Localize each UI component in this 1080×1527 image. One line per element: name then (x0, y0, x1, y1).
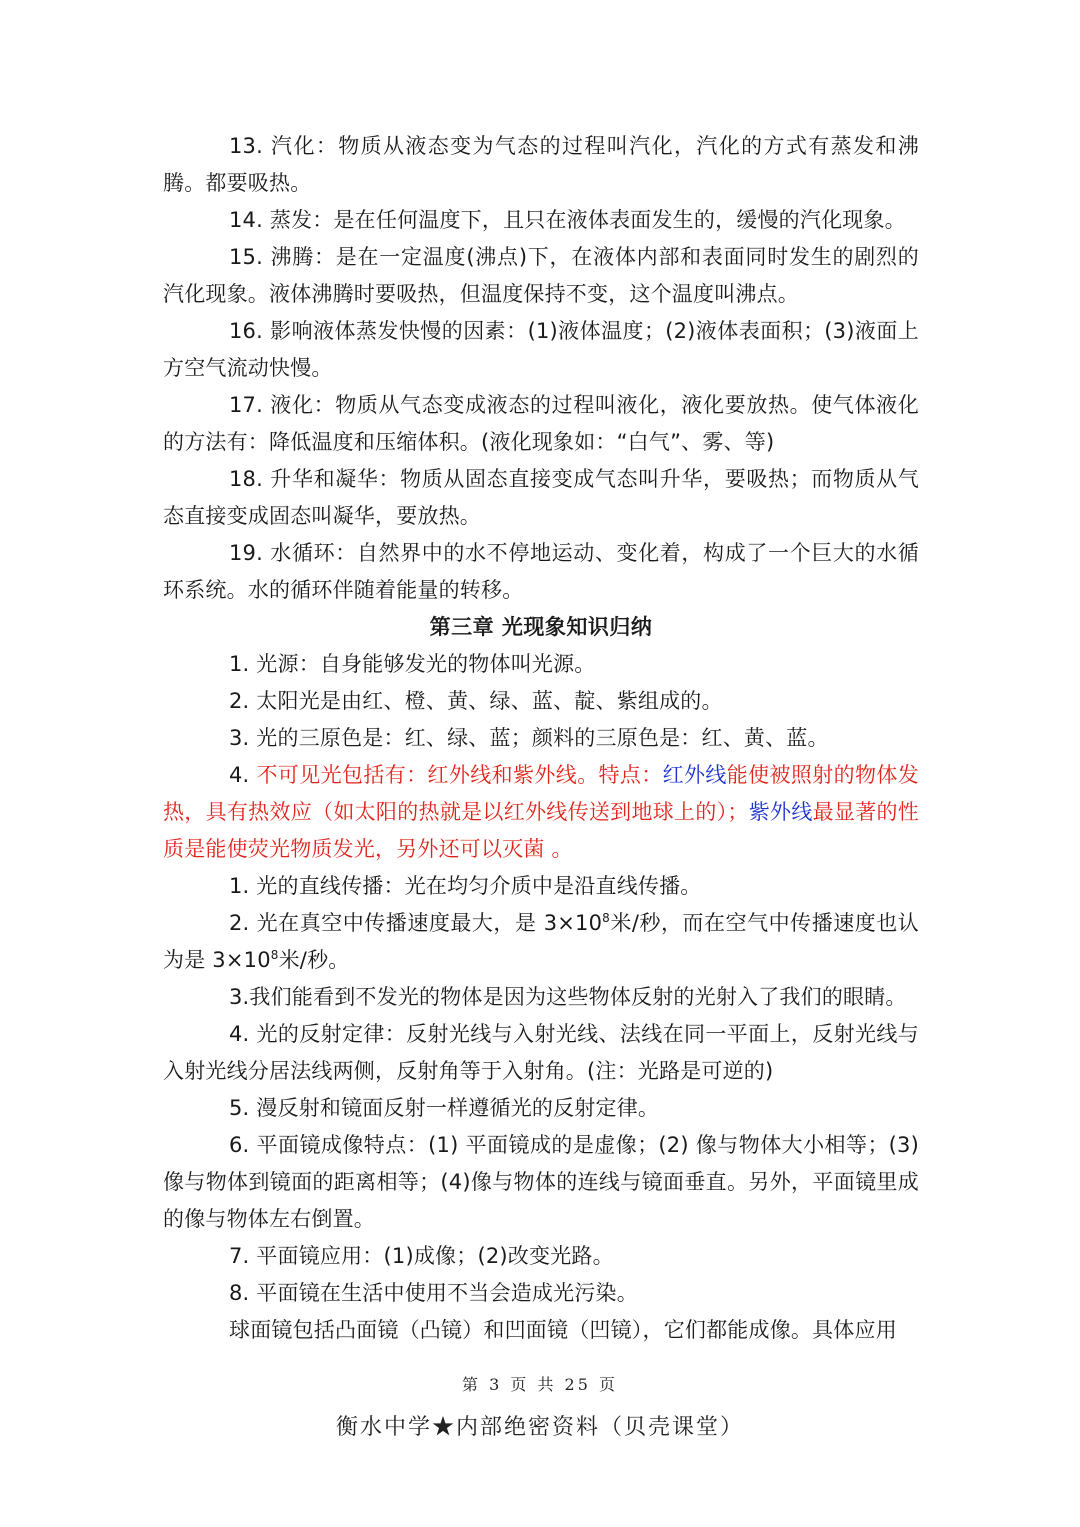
spherical-mirror-text: 球面镜包括凸面镜（凸镜）和凹面镜（凹镜），它们都能成像。具体应用 (229, 1318, 897, 1342)
item4-ultraviolet-label: 紫外线 (748, 800, 813, 824)
paragraph-14: 14. 蒸发：是在任何温度下，且只在液体表面发生的，缓慢的汽化现象。 (229, 208, 906, 232)
item4-red-text-1: 不可见光包括有：红外线和紫外线。特点： (256, 763, 663, 787)
footer-watermark-title: 衡水中学★内部绝密资料（贝壳课堂） (335, 1415, 744, 1440)
item4-number: 4. (229, 763, 257, 787)
page-number: 第 3 页 共 25 页 (462, 1375, 618, 1394)
propagation-item-1: 1. 光的直线传播：光在均匀介质中是沿直线传播。 (229, 874, 702, 898)
propagation-item-8: 8. 平面镜在生活中使用不当会造成光污染。 (229, 1281, 638, 1305)
light-item-4-invisible-light (163, 757, 919, 868)
propagation-item-7: 7. 平面镜应用：(1)成像；(2)改变光路。 (229, 1244, 614, 1268)
speed-exponent-1: 8 (602, 911, 611, 925)
light-item-3: 3. 光的三原色是：红、绿、蓝；颜料的三原色是：红、黄、蓝。 (229, 726, 829, 750)
propagation-item-3: 3.我们能看到不发光的物体是因为这些物体反射的光射入了我们的眼睛。 (229, 985, 907, 1009)
paragraph-18: 18. 升华和凝华：物质从固态直接变成气态叫升华，要吸热；而物质从气态直接变成固态叫凝华，要放热。 (163, 467, 919, 528)
speed-text-post: 米/秒。 (278, 948, 350, 972)
paragraph-19: 19. 水循环：自然界中的水不停地运动、变化着，构成了一个巨大的水循环系统。水的循环伴随着能量的转移。 (163, 541, 919, 602)
paragraph-17: 17. 液化：物质从气态变成液态的过程叫液化，液化要放热。使气体液化的方法有：降低温度和压缩体积。(液化现象如：“白气”、雾、等) (163, 393, 919, 454)
item4-red-text-3: 最显著的性质是能使荧光物质发光，另外还可以灭菌 。 (163, 800, 919, 861)
propagation-item-6: 6. 平面镜成像特点：(1) 平面镜成的是虚像；(2) 像与物体大小相等；(3)像与物体到镜面的距离相等；(4)像与物体的连线与镜面垂直。另外，平面镜里成的像与物体左右倒置。 (163, 1133, 919, 1231)
propagation-item-5: 5. 漫反射和镜面反射一样遵循光的反射定律。 (229, 1096, 660, 1120)
speed-text-pre: 2. 光在真空中传播速度最大，是 3×10 (229, 911, 603, 935)
speed-exponent-2: 8 (270, 948, 279, 962)
propagation-item-4: 4. 光的反射定律：反射光线与入射光线、法线在同一平面上，反射光线与入射光线分居法线两侧，反射角等于入射角。(注：光路是可逆的) (163, 1022, 919, 1083)
speed-text-mid: 米/秒，而在空气中传播速度也认为是 3×10 (163, 911, 919, 972)
item4-red-text-2: 能使被照射的物体发热，具有热效应（如太阳的热就是以红外线传送到地球上的）； (163, 763, 919, 824)
paragraph-15: 15. 沸腾：是在一定温度(沸点)下，在液体内部和表面同时发生的剧烈的汽化现象。液体沸腾时要吸热，但温度保持不变，这个温度叫沸点。 (163, 245, 919, 306)
document-body (163, 128, 919, 1349)
light-item-2: 2. 太阳光是由红、橙、黄、绿、蓝、靛、紫组成的。 (229, 689, 723, 713)
light-item-1: 1. 光源：自身能够发光的物体叫光源。 (229, 652, 596, 676)
item4-infrared-label: 红外线 (662, 763, 727, 787)
paragraph-16: 16. 影响液体蒸发快慢的因素：(1)液体温度；(2)液体表面积；(3)液面上方空气流动快慢。 (163, 319, 919, 380)
propagation-item-2-speed (163, 905, 919, 979)
paragraph-13: 13. 汽化：物质从液态变为气态的过程叫汽化，汽化的方式有蒸发和沸腾。都要吸热。 (163, 134, 919, 195)
chapter-title: 第三章 光现象知识归纳 (429, 615, 653, 639)
